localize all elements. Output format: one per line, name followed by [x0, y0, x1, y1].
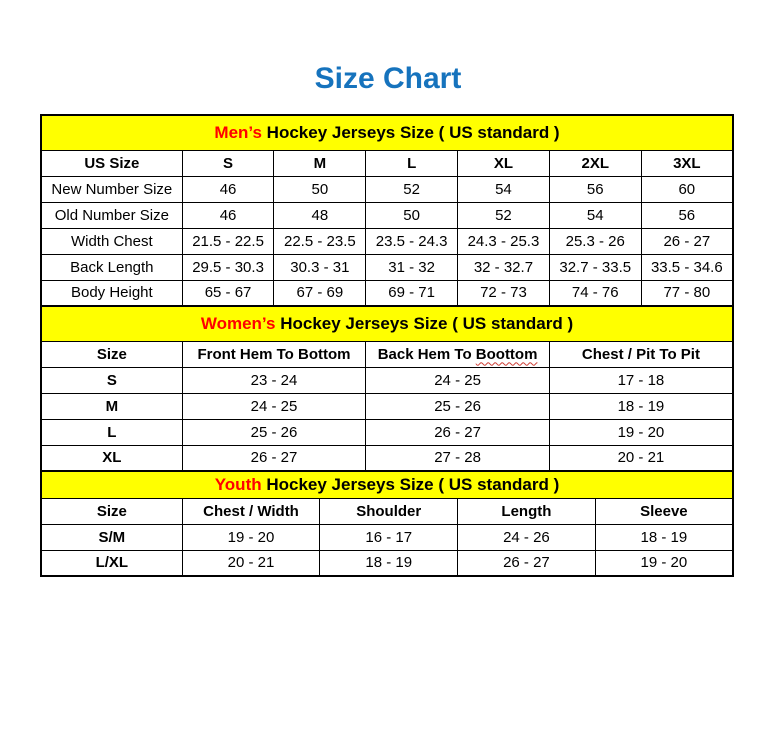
column-header: Back Hem To Boottom [366, 341, 550, 367]
section-heading-text: Hockey Jerseys Size ( US standard ) [261, 122, 560, 142]
size-cell: 54 [458, 176, 550, 202]
size-cell: 19 - 20 [182, 524, 320, 550]
size-cell: 22.5 - 23.5 [274, 228, 366, 254]
size-cell: 26 - 27 [366, 419, 550, 445]
size-cell: 67 - 69 [274, 280, 366, 306]
size-cell: 46 [182, 202, 274, 228]
table-row [41, 254, 733, 280]
size-cell: 18 - 19 [595, 524, 733, 550]
row-label: Back Length [41, 254, 182, 280]
size-cell: 74 - 76 [549, 280, 641, 306]
size-cell: 23 - 24 [182, 367, 366, 393]
youth-size-table [40, 470, 734, 577]
section-heading-highlight: Men’s [214, 122, 262, 142]
row-label: M [41, 393, 182, 419]
size-cell: 69 - 71 [366, 280, 458, 306]
misspelled-word: Boottom [475, 345, 538, 363]
column-header: L [366, 150, 458, 176]
column-header: Chest / Pit To Pit [549, 341, 733, 367]
size-cell: 24 - 26 [458, 524, 596, 550]
size-cell: 26 - 27 [182, 445, 366, 471]
size-cell: 25 - 26 [182, 419, 366, 445]
section-heading-highlight: Youth [214, 474, 262, 494]
column-header: Chest / Width [182, 498, 320, 524]
size-cell: 20 - 21 [182, 550, 320, 576]
row-label: L/XL [41, 550, 182, 576]
size-cell: 65 - 67 [182, 280, 274, 306]
row-label: L [41, 419, 182, 445]
section-heading-text: Hockey Jerseys Size ( US standard ) [261, 474, 560, 494]
womens-size-table [40, 305, 734, 472]
size-cell: 52 [458, 202, 550, 228]
size-cell: 27 - 28 [366, 445, 550, 471]
size-cell: 77 - 80 [641, 280, 733, 306]
womens-section-heading [41, 306, 733, 341]
table-row [41, 176, 733, 202]
table-row [41, 367, 733, 393]
size-cell: 32 - 32.7 [458, 254, 550, 280]
size-cell: 18 - 19 [320, 550, 458, 576]
mens-section-heading [41, 115, 733, 150]
table-row [41, 445, 733, 471]
size-cell: 18 - 19 [549, 393, 733, 419]
table-row [41, 280, 733, 306]
mens-size-table [40, 114, 734, 307]
size-cell: 56 [641, 202, 733, 228]
table-row [41, 524, 733, 550]
size-cell: 56 [549, 176, 641, 202]
row-label: Body Height [41, 280, 182, 306]
table-row [41, 550, 733, 576]
size-cell: 60 [641, 176, 733, 202]
column-header: 2XL [549, 150, 641, 176]
size-cell: 25 - 26 [366, 393, 550, 419]
column-header: Size [41, 498, 182, 524]
size-cell: 46 [182, 176, 274, 202]
column-header: XL [458, 150, 550, 176]
mens-section-row [41, 115, 733, 150]
size-cell: 26 - 27 [458, 550, 596, 576]
row-label: XL [41, 445, 182, 471]
table-row [41, 228, 733, 254]
youth-section-heading [41, 471, 733, 498]
mens-column-header-row [41, 150, 733, 176]
size-cell: 24.3 - 25.3 [458, 228, 550, 254]
column-header: 3XL [641, 150, 733, 176]
size-cell: 30.3 - 31 [274, 254, 366, 280]
size-cell: 24 - 25 [366, 367, 550, 393]
size-cell: 54 [549, 202, 641, 228]
size-cell: 24 - 25 [182, 393, 366, 419]
size-cell: 52 [366, 176, 458, 202]
size-cell: 16 - 17 [320, 524, 458, 550]
row-label: Width Chest [41, 228, 182, 254]
size-cell: 29.5 - 30.3 [182, 254, 274, 280]
column-header: Sleeve [595, 498, 733, 524]
size-cell: 32.7 - 33.5 [549, 254, 641, 280]
size-cell: 72 - 73 [458, 280, 550, 306]
row-label: Old Number Size [41, 202, 182, 228]
row-label: S/M [41, 524, 182, 550]
size-cell: 50 [274, 176, 366, 202]
youth-column-header-row [41, 498, 733, 524]
youth-section-row [41, 471, 733, 498]
size-chart-tables [40, 114, 734, 577]
column-header: Size [41, 341, 182, 367]
section-heading-text: Hockey Jerseys Size ( US standard ) [275, 313, 574, 333]
womens-section-row [41, 306, 733, 341]
size-cell: 23.5 - 24.3 [366, 228, 458, 254]
size-cell: 26 - 27 [641, 228, 733, 254]
table-row [41, 419, 733, 445]
row-label: New Number Size [41, 176, 182, 202]
size-cell: 19 - 20 [549, 419, 733, 445]
column-header: M [274, 150, 366, 176]
column-header: US Size [41, 150, 182, 176]
size-cell: 50 [366, 202, 458, 228]
size-cell: 21.5 - 22.5 [182, 228, 274, 254]
table-row [41, 202, 733, 228]
column-header: Front Hem To Bottom [182, 341, 366, 367]
column-header: Length [458, 498, 596, 524]
section-heading-highlight: Women’s [200, 313, 276, 333]
row-label: S [41, 367, 182, 393]
size-cell: 48 [274, 202, 366, 228]
table-row [41, 393, 733, 419]
womens-column-header-row [41, 341, 733, 367]
size-cell: 25.3 - 26 [549, 228, 641, 254]
column-header: S [182, 150, 274, 176]
size-cell: 31 - 32 [366, 254, 458, 280]
page-title: Size Chart [314, 62, 462, 95]
size-cell: 20 - 21 [549, 445, 733, 471]
column-header: Shoulder [320, 498, 458, 524]
size-cell: 33.5 - 34.6 [641, 254, 733, 280]
size-cell: 17 - 18 [549, 367, 733, 393]
size-cell: 19 - 20 [595, 550, 733, 576]
